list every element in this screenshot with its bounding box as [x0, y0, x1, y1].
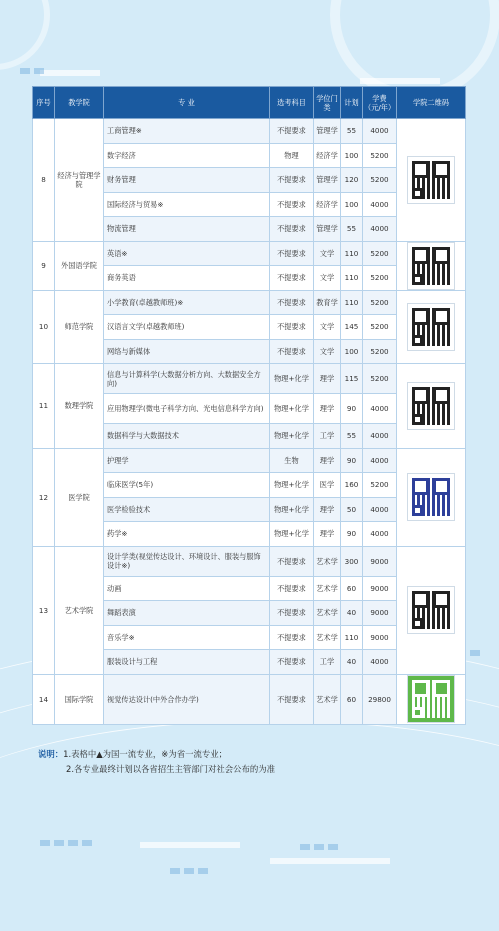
header-no: 序号	[33, 87, 55, 119]
qr-code-icon[interactable]	[408, 587, 454, 633]
qr-finder-pattern	[412, 335, 423, 346]
qr-code-icon[interactable]	[408, 157, 454, 203]
qr-code-icon[interactable]	[408, 243, 454, 289]
plan-count: 120	[341, 168, 363, 193]
subject-requirement: 不提要求	[270, 315, 314, 340]
subject-requirement: 物理+化学	[270, 522, 314, 547]
table-row	[33, 546, 466, 576]
dept-name: 国际学院	[55, 674, 104, 724]
table-row	[33, 241, 466, 266]
subject-requirement: 物理+化学	[270, 497, 314, 522]
subject-requirement: 不提要求	[270, 266, 314, 291]
major-name: 药学※	[104, 522, 270, 547]
header-dept: 教学院	[55, 87, 104, 119]
dept-number: 14	[33, 674, 55, 724]
plan-count: 160	[341, 473, 363, 498]
degree-category: 经济学	[314, 143, 341, 168]
major-name: 英语※	[104, 241, 270, 266]
tuition-fee: 4000	[363, 650, 397, 675]
major-name: 音乐学※	[104, 625, 270, 650]
tuition-fee: 4000	[363, 217, 397, 242]
plan-count: 60	[341, 674, 363, 724]
degree-category: 管理学	[314, 119, 341, 144]
subject-requirement: 物理+化学	[270, 473, 314, 498]
major-name: 设计学类(视觉传达设计、环境设计、服装与服饰设计※)	[104, 546, 270, 576]
qr-cell	[397, 119, 466, 242]
qr-cell	[397, 364, 466, 449]
subject-requirement: 物理	[270, 143, 314, 168]
major-name: 医学检验技术	[104, 497, 270, 522]
tuition-fee: 5200	[363, 290, 397, 315]
subject-requirement: 不提要求	[270, 650, 314, 675]
degree-category: 工学	[314, 650, 341, 675]
subject-requirement: 不提要求	[270, 601, 314, 626]
dept-name: 艺术学院	[55, 546, 104, 674]
plan-count: 50	[341, 497, 363, 522]
subject-requirement: 不提要求	[270, 625, 314, 650]
tuition-fee: 9000	[363, 576, 397, 601]
header-major: 专 业	[104, 87, 270, 119]
notes-line-1	[38, 747, 275, 762]
qr-pattern	[412, 680, 450, 718]
plan-count: 100	[341, 192, 363, 217]
notes-label: 说明：	[38, 749, 64, 759]
tuition-fee: 9000	[363, 546, 397, 576]
tuition-fee: 5200	[363, 364, 397, 394]
header-plan: 计划	[341, 87, 363, 119]
note-1: 1.表格中▲为国一流专业，※为省一流专业；	[63, 749, 227, 759]
dept-name: 数理学院	[55, 364, 104, 449]
plan-count: 40	[341, 601, 363, 626]
subject-requirement: 不提要求	[270, 217, 314, 242]
qr-finder-pattern	[412, 505, 423, 516]
major-name: 应用物理学(微电子科学方向、光电信息科学方向)	[104, 394, 270, 424]
major-name: 商务英语	[104, 266, 270, 291]
major-name: 汉语言文学(卓越教师班)	[104, 315, 270, 340]
degree-category: 理学	[314, 364, 341, 394]
table-row	[33, 364, 466, 394]
subject-requirement: 物理+化学	[270, 394, 314, 424]
major-name: 数字经济	[104, 143, 270, 168]
enrollment-plan-table	[32, 86, 466, 725]
plan-count: 300	[341, 546, 363, 576]
tuition-fee: 4000	[363, 394, 397, 424]
degree-category: 工学	[314, 424, 341, 449]
subject-requirement: 不提要求	[270, 339, 314, 364]
qr-cell	[397, 241, 466, 290]
degree-category: 艺术学	[314, 576, 341, 601]
plan-count: 90	[341, 448, 363, 473]
qr-pattern	[412, 387, 450, 425]
tuition-fee: 5200	[363, 473, 397, 498]
qr-code-icon[interactable]	[408, 383, 454, 429]
major-name: 物流管理	[104, 217, 270, 242]
degree-category: 艺术学	[314, 546, 341, 576]
tuition-fee: 5200	[363, 143, 397, 168]
table-row	[33, 448, 466, 473]
degree-category: 管理学	[314, 217, 341, 242]
major-name: 小学教育(卓越教师班)※	[104, 290, 270, 315]
tuition-fee: 5200	[363, 315, 397, 340]
major-name: 视觉传达设计(中外合作办学)	[104, 674, 270, 724]
tuition-fee: 5200	[363, 266, 397, 291]
header-degree: 学位门类	[314, 87, 341, 119]
plan-count: 60	[341, 576, 363, 601]
qr-finder-pattern	[412, 707, 423, 718]
qr-cell	[397, 448, 466, 546]
major-name: 网络与新媒体	[104, 339, 270, 364]
qr-cell	[397, 546, 466, 674]
table-header-row	[33, 87, 466, 119]
major-name: 动画	[104, 576, 270, 601]
qr-cell	[397, 290, 466, 364]
dept-name: 师范学院	[55, 290, 104, 364]
qr-cell	[397, 674, 466, 724]
tuition-fee: 29800	[363, 674, 397, 724]
plan-count: 115	[341, 364, 363, 394]
subject-requirement: 不提要求	[270, 674, 314, 724]
dept-name: 外国语学院	[55, 241, 104, 290]
table-row	[33, 119, 466, 144]
table-row	[33, 674, 466, 724]
major-name: 服装设计与工程	[104, 650, 270, 675]
subject-requirement: 不提要求	[270, 119, 314, 144]
dept-number: 13	[33, 546, 55, 674]
notes	[38, 747, 275, 776]
major-name: 护理学	[104, 448, 270, 473]
plan-count: 90	[341, 522, 363, 547]
qr-pattern	[412, 308, 450, 346]
degree-category: 理学	[314, 497, 341, 522]
plan-count: 55	[341, 217, 363, 242]
tuition-fee: 9000	[363, 625, 397, 650]
qr-pattern	[412, 247, 450, 285]
subject-requirement: 不提要求	[270, 576, 314, 601]
dept-number: 10	[33, 290, 55, 364]
major-name: 舞蹈表演	[104, 601, 270, 626]
tuition-fee: 4000	[363, 522, 397, 547]
tuition-fee: 4000	[363, 119, 397, 144]
qr-code-icon[interactable]	[408, 676, 454, 722]
plan-count: 55	[341, 119, 363, 144]
plan-count: 110	[341, 241, 363, 266]
table-row	[33, 290, 466, 315]
plan-count: 110	[341, 625, 363, 650]
subject-requirement: 不提要求	[270, 192, 314, 217]
qr-pattern	[412, 161, 450, 199]
tuition-fee: 4000	[363, 192, 397, 217]
enrollment-table-wrapper	[32, 86, 465, 725]
qr-finder-pattern	[412, 414, 423, 425]
plan-count: 40	[341, 650, 363, 675]
major-name: 财务管理	[104, 168, 270, 193]
table-body	[33, 119, 466, 725]
degree-category: 文学	[314, 315, 341, 340]
plan-count: 100	[341, 143, 363, 168]
major-name: 信息与计算科学(大数据分析方向、大数据安全方向)	[104, 364, 270, 394]
degree-category: 文学	[314, 241, 341, 266]
degree-category: 文学	[314, 266, 341, 291]
subject-requirement: 物理+化学	[270, 424, 314, 449]
qr-code-icon[interactable]	[408, 474, 454, 520]
degree-category: 理学	[314, 448, 341, 473]
header-fee: 学费（元/年）	[363, 87, 397, 119]
subject-requirement: 生物	[270, 448, 314, 473]
degree-category: 艺术学	[314, 625, 341, 650]
plan-count: 55	[341, 424, 363, 449]
subject-requirement: 不提要求	[270, 168, 314, 193]
plan-count: 110	[341, 266, 363, 291]
plan-count: 145	[341, 315, 363, 340]
major-name: 数据科学与大数据技术	[104, 424, 270, 449]
degree-category: 文学	[314, 339, 341, 364]
degree-category: 医学	[314, 473, 341, 498]
plan-count: 100	[341, 339, 363, 364]
qr-finder-pattern	[412, 618, 423, 629]
qr-pattern	[412, 478, 450, 516]
qr-finder-pattern	[412, 188, 423, 199]
plan-count: 90	[341, 394, 363, 424]
degree-category: 教育学	[314, 290, 341, 315]
header-subject: 选考科目	[270, 87, 314, 119]
subject-requirement: 不提要求	[270, 546, 314, 576]
note-2: 2.各专业最终计划以各省招生主管部门对社会公布的为准	[66, 763, 275, 774]
major-name: 工商管理※	[104, 119, 270, 144]
degree-category: 理学	[314, 394, 341, 424]
qr-finder-pattern	[412, 274, 423, 285]
degree-category: 经济学	[314, 192, 341, 217]
tuition-fee: 4000	[363, 448, 397, 473]
tuition-fee: 4000	[363, 424, 397, 449]
tuition-fee: 4000	[363, 497, 397, 522]
qr-code-icon[interactable]	[408, 304, 454, 350]
tuition-fee: 5200	[363, 168, 397, 193]
major-name: 国际经济与贸易※	[104, 192, 270, 217]
dept-number: 9	[33, 241, 55, 290]
degree-category: 理学	[314, 522, 341, 547]
dept-number: 8	[33, 119, 55, 242]
subject-requirement: 不提要求	[270, 241, 314, 266]
plan-count: 110	[341, 290, 363, 315]
degree-category: 艺术学	[314, 674, 341, 724]
major-name: 临床医学(5年)	[104, 473, 270, 498]
degree-category: 管理学	[314, 168, 341, 193]
dept-name: 医学院	[55, 448, 104, 546]
subject-requirement: 物理+化学	[270, 364, 314, 394]
degree-category: 艺术学	[314, 601, 341, 626]
dept-number: 11	[33, 364, 55, 449]
dept-number: 12	[33, 448, 55, 546]
tuition-fee: 5200	[363, 339, 397, 364]
qr-pattern	[412, 591, 450, 629]
tuition-fee: 5200	[363, 241, 397, 266]
header-qr: 学院二维码	[397, 87, 466, 119]
subject-requirement: 不提要求	[270, 290, 314, 315]
dept-name: 经济与管理学院	[55, 119, 104, 242]
tuition-fee: 9000	[363, 601, 397, 626]
